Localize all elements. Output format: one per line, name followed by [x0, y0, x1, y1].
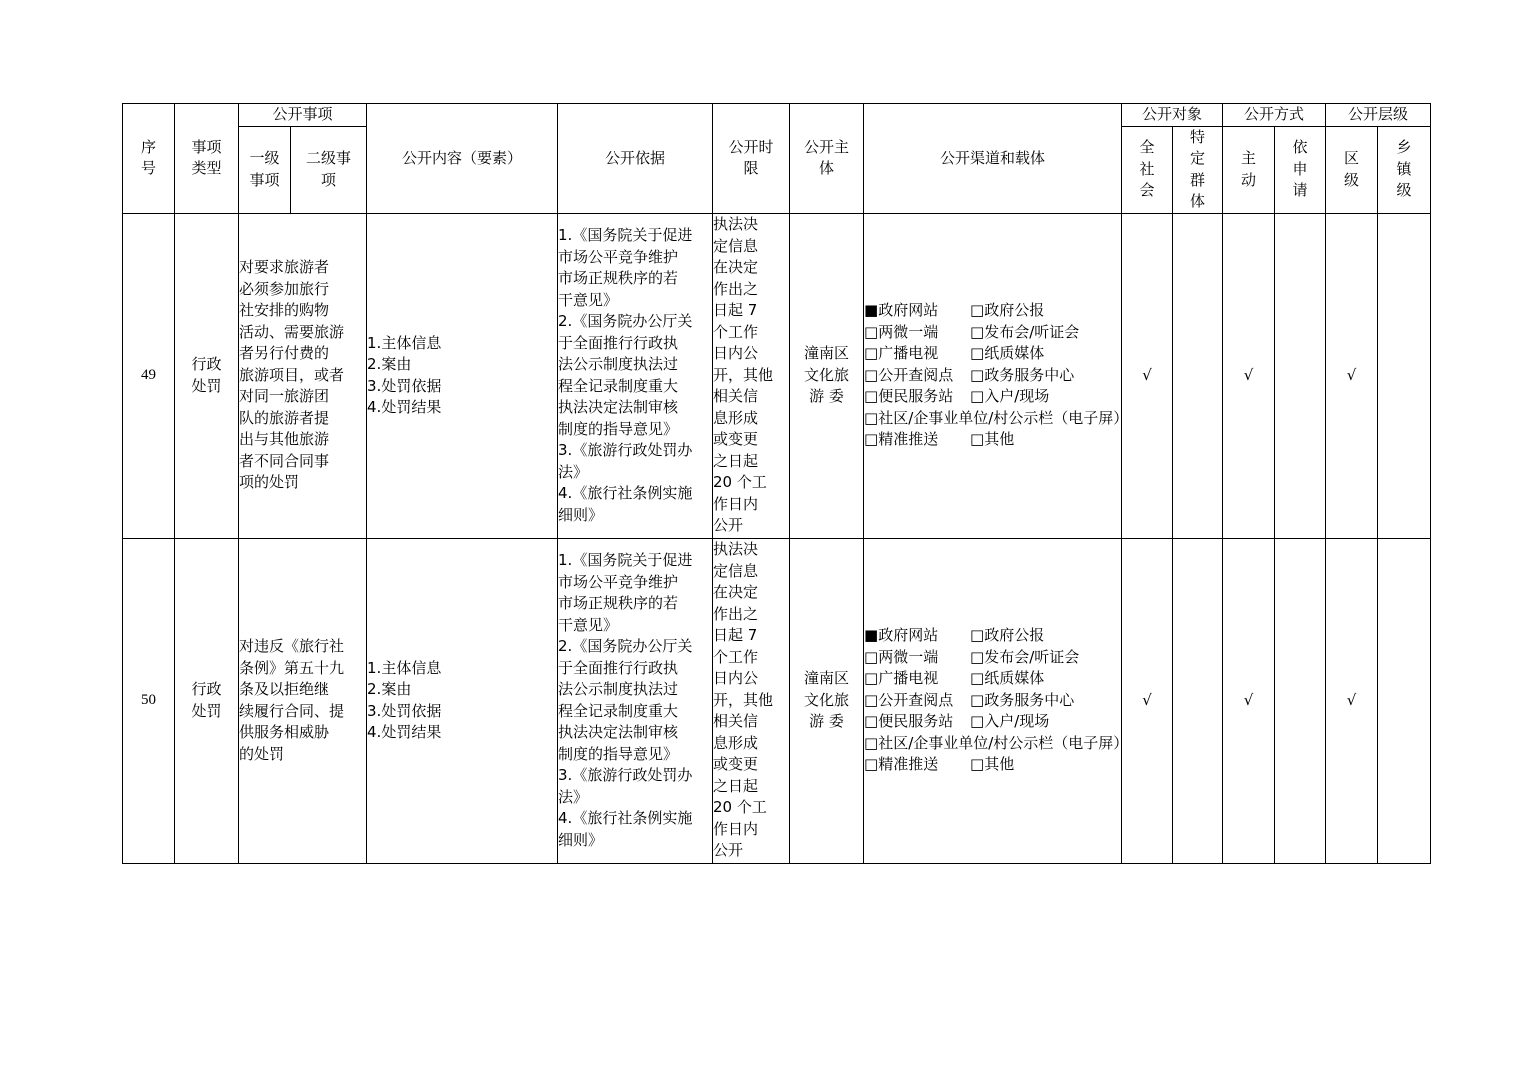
row-seq: 50: [123, 538, 175, 863]
check-level-district: √: [1326, 213, 1378, 538]
channel-line: □精准推送 □其他: [864, 430, 1015, 449]
header-target-all: 全 社 会: [1122, 126, 1173, 213]
row-time: 执法决 定信息 在决定 作出之 日起 7 个工作 日内公 开，其他 相关信 息形成 或变更 之日起 20 个工 作日内 公开: [713, 213, 790, 538]
header-row-top: [123, 104, 1431, 127]
header-level-district: 区 级: [1326, 126, 1378, 213]
row-channels: [864, 538, 1129, 863]
channel-line: □公开查阅点 □政务服务中心: [864, 365, 1075, 384]
row-matter: 对要求旅游者 必须参加旅行 社安排的购物 活动、需要旅游 者另行付费的 旅游项目，或者 对同一旅游团 队的旅游者提 出与其他旅游 者不同合同事 项的处罚: [239, 213, 367, 538]
channel-line: □便民服务站 □入户/现场: [864, 712, 1050, 731]
row-type: 行政 处罚: [175, 213, 239, 538]
header-level2: 二级事 项: [291, 126, 367, 213]
row-type: 行政 处罚: [175, 538, 239, 863]
channel-line: □便民服务站 □入户/现场: [864, 387, 1050, 406]
check-level-town: [1378, 538, 1431, 863]
header-channels: 公开渠道和载体: [864, 104, 1122, 214]
disclosure-table: [122, 103, 1431, 864]
row-content: 1.主体信息 2.案由 3.处罚依据 4.处罚结果: [367, 213, 558, 538]
header-mode-group: 公开方式: [1223, 104, 1326, 127]
check-mode-active: √: [1223, 213, 1275, 538]
header-matter-group: 公开事项: [239, 104, 367, 127]
header-target-specific: 特 定 群 体: [1173, 126, 1223, 213]
header-level1: 一级 事项: [239, 126, 291, 213]
channel-line: □两微一端 □发布会/听证会: [864, 322, 1080, 341]
row-basis: 1.《国务院关于促进 市场公平竞争维护 市场正规秩序的若 干意见》 2.《国务院办公厅关 于全面推行行政执 法公示制度执法过 程全记录制度重大 执法决定法制审核 制度的指导意见》 3.《旅游行政处罚办 法》 4.《旅行社条例实施 细则》: [558, 213, 713, 538]
header-time: 公开时 限: [713, 104, 790, 214]
header-target-group: 公开对象: [1122, 104, 1223, 127]
channel-line: □两微一端 □发布会/听证会: [864, 647, 1080, 666]
row-content: 1.主体信息 2.案由 3.处罚依据 4.处罚结果: [367, 538, 558, 863]
channel-line: ■政府网站 □政府公报: [864, 626, 1045, 645]
row-matter: 对违反《旅行社 条例》第五十九 条及以拒绝继 续履行合同、提 供服务相威胁 的处罚: [239, 538, 367, 863]
header-level-group: 公开层级: [1326, 104, 1431, 127]
header-seq: 序 号: [123, 104, 175, 214]
channel-line: □公开查阅点 □政务服务中心: [864, 690, 1075, 709]
check-target-all: √: [1122, 213, 1173, 538]
row-time: 执法决 定信息 在决定 作出之 日起 7 个工作 日内公 开，其他 相关信 息形成 或变更 之日起 20 个工 作日内 公开: [713, 538, 790, 863]
channel-line: □广播电视 □纸质媒体: [864, 669, 1045, 688]
header-mode-apply: 依 申 请: [1275, 126, 1326, 213]
channel-line: □精准推送 □其他: [864, 755, 1015, 774]
check-level-district: √: [1326, 538, 1378, 863]
check-mode-active: √: [1223, 538, 1275, 863]
channel-line-long: □社区/企事业单位/村公示栏（电子屏）: [864, 408, 1129, 427]
channel-line-long: □社区/企事业单位/村公示栏（电子屏）: [864, 733, 1129, 752]
header-level-town: 乡 镇 级: [1378, 126, 1431, 213]
table-row: [123, 213, 1431, 538]
check-mode-apply: [1275, 538, 1326, 863]
header-subject: 公开主 体: [790, 104, 864, 214]
row-seq: 49: [123, 213, 175, 538]
channel-line: □广播电视 □纸质媒体: [864, 344, 1045, 363]
table-row: [123, 538, 1431, 863]
header-basis: 公开依据: [558, 104, 713, 214]
header-mode-active: 主 动: [1223, 126, 1275, 213]
check-level-town: [1378, 213, 1431, 538]
check-target-specific: [1173, 213, 1223, 538]
header-type: 事项 类型: [175, 104, 239, 214]
row-basis: 1.《国务院关于促进 市场公平竞争维护 市场正规秩序的若 干意见》 2.《国务院办公厅关 于全面推行行政执 法公示制度执法过 程全记录制度重大 执法决定法制审核 制度的指导意见》 3.《旅游行政处罚办 法》 4.《旅行社条例实施 细则》: [558, 538, 713, 863]
check-target-specific: [1173, 538, 1223, 863]
check-mode-apply: [1275, 213, 1326, 538]
row-subject: 潼南区 文化旅 游 委: [790, 538, 864, 863]
row-subject: 潼南区 文化旅 游 委: [790, 213, 864, 538]
check-target-all: √: [1122, 538, 1173, 863]
row-channels: [864, 213, 1129, 538]
channel-line: ■政府网站 □政府公报: [864, 301, 1045, 320]
header-content: 公开内容（要素）: [367, 104, 558, 214]
